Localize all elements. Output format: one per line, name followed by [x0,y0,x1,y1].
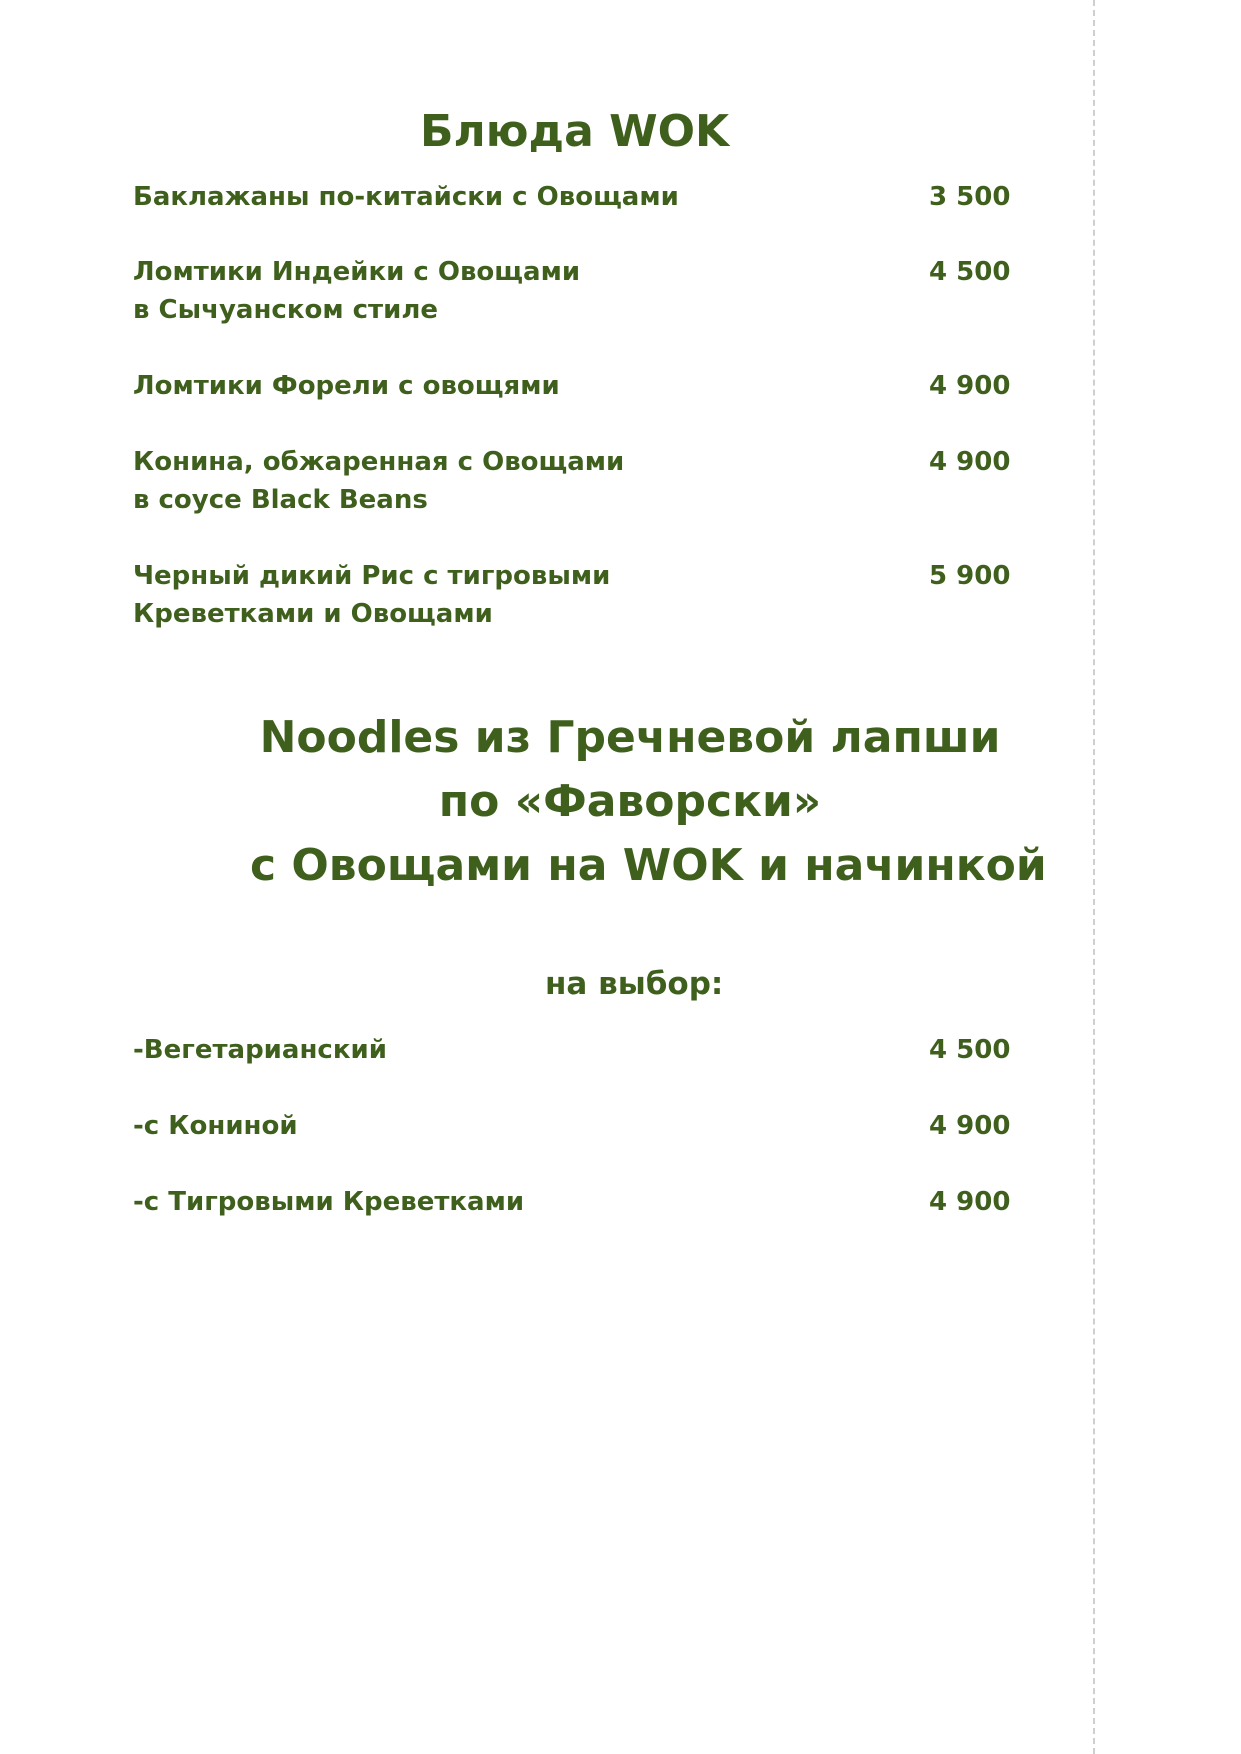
menu-item-price: 4 500 [929,1035,1011,1065]
noodle-option-horse-meat [133,1107,1009,1145]
menu-item-eggplant [133,178,1009,216]
menu-item-name-line: Креветками и Овощами [133,599,493,629]
menu-item-price: 4 900 [929,371,1011,401]
noodles-section-title [250,706,1047,898]
noodles-title-line: Noodles из Гречневой лапши [259,712,1001,763]
menu-item-name-line: Конина, обжаренная с Овощами [133,447,625,477]
menu-item-name [133,1183,1009,1221]
menu-item-name [133,557,1009,633]
menu-item-price: 4 900 [929,447,1011,477]
page-edge-divider [1093,0,1095,1754]
menu-item-name-line: в соусе Black Beans [133,485,428,515]
noodles-title-line: по «Фаворски» [438,776,822,827]
menu-item-name [133,443,1009,519]
noodle-option-tiger-prawns [133,1183,1009,1221]
menu-item-name-line: Ломтики Форели с овощями [133,371,560,401]
menu-item-name [133,367,1009,405]
menu-item-price: 3 500 [929,182,1011,212]
menu-item-name [133,253,1009,329]
menu-item-horse-meat [133,443,1009,519]
menu-item-name-line: Баклажаны по-китайски с Овощами [133,182,679,212]
wok-section-title: Блюда WOK [420,106,730,157]
menu-item-name-line: Черный дикий Рис с тигровыми [133,561,611,591]
menu-item-name [133,178,1009,216]
noodle-option-vegetarian [133,1031,1009,1069]
menu-item-name-line: Ломтики Индейки с Овощами [133,257,581,287]
menu-item-price: 4 500 [929,257,1011,287]
menu-item-name-line: в Сычуанском стиле [133,295,439,325]
menu-item-black-rice [133,557,1009,633]
menu-item-price: 4 900 [929,1111,1011,1141]
menu-item-name [133,1031,1009,1069]
menu-item-name-line: -с Кониной [133,1111,298,1141]
noodles-choice-subtitle: на выбор: [545,966,724,1002]
menu-item-trout [133,367,1009,405]
menu-item-price: 5 900 [929,561,1011,591]
menu-item-name-line: -с Тигровыми Креветками [133,1187,525,1217]
menu-item-name-line: -Вегетарианский [133,1035,387,1065]
menu-item-price: 4 900 [929,1187,1011,1217]
noodles-title-line: с Овощами на WOK и начинкой [250,840,1047,891]
menu-item-name [133,1107,1009,1145]
menu-item-turkey [133,253,1009,329]
